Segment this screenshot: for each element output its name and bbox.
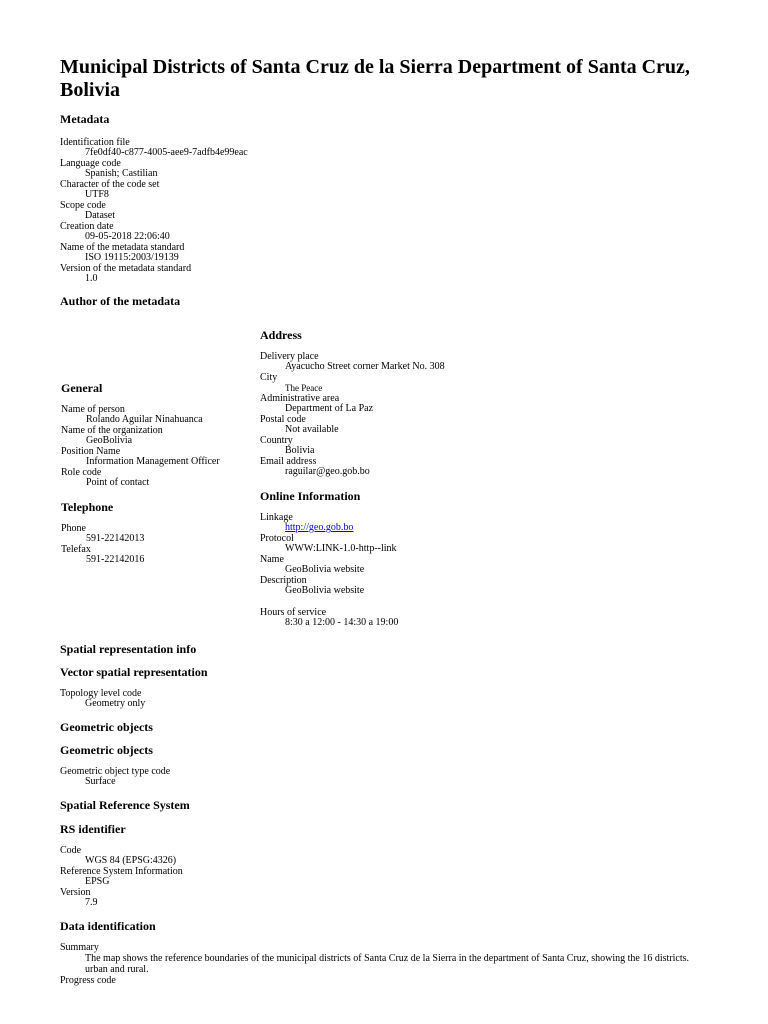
field-label: Scope code	[60, 200, 106, 211]
reference-heading: Spatial Reference System	[60, 798, 190, 812]
field-value: UTF8	[85, 189, 109, 200]
field-value	[260, 523, 398, 533]
reference-fields	[60, 845, 183, 908]
field-label: Version	[60, 887, 91, 898]
field-value: GeoBolivia website	[285, 585, 365, 596]
field-value: GeoBolivia website	[285, 564, 365, 575]
general-heading: General	[61, 381, 103, 395]
field-value: 591-22142016	[86, 554, 145, 565]
metadata-fields	[60, 137, 248, 284]
field-value: Not available	[285, 424, 339, 435]
field-label: Country	[260, 435, 293, 446]
metadata-heading: Metadata	[60, 112, 110, 126]
field-label: Name of the metadata standard	[60, 242, 185, 253]
field-value: 1.0	[85, 273, 98, 284]
field-label: Version of the metadata standard	[60, 263, 192, 274]
field-label: Delivery place	[260, 351, 319, 362]
metadata-section	[60, 112, 248, 284]
field-value: 09-05-2018 22:06:40	[85, 231, 170, 242]
general-section	[61, 381, 220, 488]
author-heading: Author of the metadata	[60, 294, 181, 308]
summary-value: The map shows the reference boundaries of the municipal districts of Santa Cruz de la Sierra in the department of Santa Cruz, showing the 16 districts. urban and rural.	[85, 953, 689, 975]
field-value: Spanish; Castilian	[85, 168, 158, 179]
online-section	[260, 489, 398, 628]
field-label: Email address	[260, 456, 317, 467]
field-label: Creation date	[60, 221, 114, 232]
field-value: Surface	[85, 776, 116, 787]
vector-heading: Vector spatial representation	[60, 665, 208, 679]
field-label: Character of the code set	[60, 179, 160, 190]
field-label: Progress code	[60, 975, 116, 986]
field-label: City	[260, 372, 278, 383]
field-label: Position Name	[61, 446, 121, 457]
field-label: Name of person	[61, 404, 125, 415]
field-label: Summary	[60, 942, 99, 953]
field-label: Language code	[60, 158, 121, 169]
field-value: EPSG	[85, 876, 110, 887]
field-label: Name	[260, 554, 284, 565]
field-label: Name of the organization	[61, 425, 163, 436]
field-value: raguilar@geo.gob.bo	[285, 466, 370, 477]
field-value: The Peace	[285, 383, 323, 393]
linkage-link[interactable]: http://geo.gob.bo	[285, 522, 354, 533]
field-value: Information Management Officer	[86, 456, 220, 467]
field-label: Reference System Information	[60, 866, 183, 877]
field-label: Protocol	[260, 533, 294, 544]
telephone-section	[61, 500, 144, 565]
field-value: GeoBolivia	[86, 435, 133, 446]
online-heading: Online Information	[260, 489, 361, 503]
field-label: Identification file	[60, 137, 130, 148]
field-value: Department of La Paz	[285, 403, 374, 414]
spatial-heading: Spatial representation info	[60, 642, 197, 656]
field-label: Telefax	[61, 544, 91, 555]
field-label: Role code	[61, 467, 102, 478]
field-value: Bolivia	[285, 445, 315, 456]
address-heading: Address	[260, 328, 302, 342]
field-value: ISO 19115:2003/19139	[85, 252, 179, 263]
page-title: Municipal Districts of Santa Cruz de la Sierra Department of Santa Cruz, Bolivia	[60, 56, 690, 101]
rs-identifier-heading: RS identifier	[60, 822, 126, 836]
field-value: 591-22142013	[86, 533, 145, 544]
address-section	[260, 328, 445, 477]
telephone-heading: Telephone	[61, 500, 114, 514]
field-value: 7.9	[85, 897, 98, 908]
field-label: Phone	[61, 523, 86, 534]
field-label: Postal code	[260, 414, 306, 425]
geometric-objects-heading: Geometric objects	[60, 720, 153, 734]
field-value: Rolando Aguilar Ninahuanca	[86, 414, 203, 425]
field-value: Ayacucho Street corner Market No. 308	[285, 361, 445, 372]
field-label: Description	[260, 575, 307, 586]
field-label: Code	[60, 845, 82, 856]
geo-type-block	[60, 766, 170, 787]
field-value: 8:30 a 12:00 - 14:30 a 19:00	[285, 617, 399, 628]
geometric-objects-subheading: Geometric objects	[60, 743, 153, 757]
field-value: WWW:LINK-1.0-http--link	[285, 543, 397, 554]
field-value: Dataset	[85, 210, 115, 221]
field-value: WGS 84 (EPSG:4326)	[85, 855, 177, 866]
field-value: 7fe0df40-c877-4005-aee9-7adfb4e99eac	[85, 147, 248, 158]
field-label: Topology level code	[60, 688, 142, 699]
field-label: Linkage	[260, 512, 293, 523]
field-label: Geometric object type code	[60, 766, 171, 777]
topology-block	[60, 688, 145, 709]
field-label: Administrative area	[260, 393, 340, 404]
field-label: Hours of service	[260, 607, 327, 618]
field-value: Point of contact	[86, 477, 150, 488]
field-value: Geometry only	[85, 698, 146, 709]
data-identification-heading: Data identification	[60, 919, 156, 933]
data-identification-fields	[60, 942, 700, 986]
